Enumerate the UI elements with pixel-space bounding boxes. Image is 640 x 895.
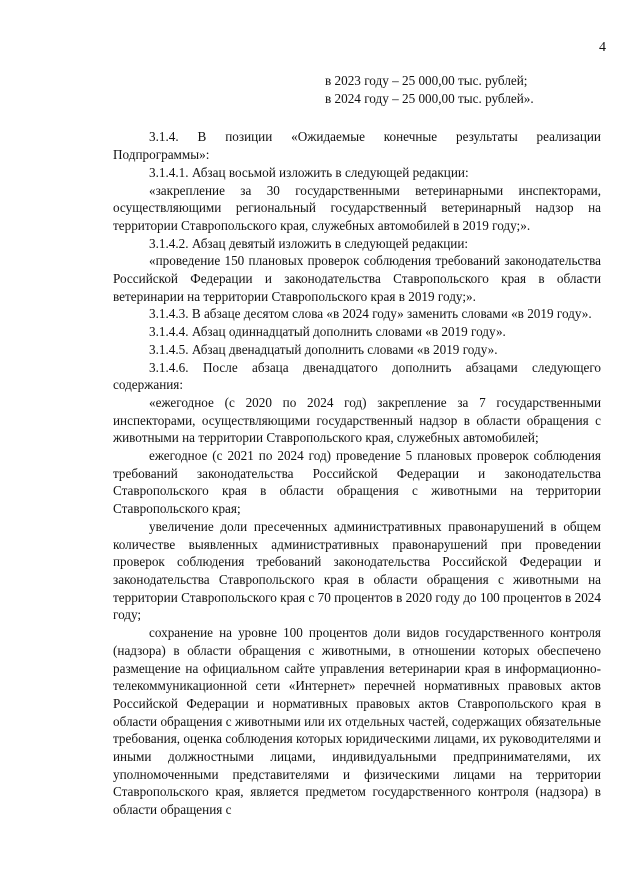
paragraph-3-1-4-4: 3.1.4.4. Абзац одиннадцатый дополнить словами «в 2019 году». bbox=[149, 324, 506, 340]
paragraph-3-1-4-2: 3.1.4.2. Абзац девятый изложить в следующей редакции: bbox=[149, 235, 469, 251]
paragraph-3-1-4-1: 3.1.4.1. Абзац восьмой изложить в следующей редакции: bbox=[149, 164, 469, 180]
budget-line-2023: в 2023 году – 25 000,00 тыс. рублей; bbox=[325, 73, 528, 88]
paragraph-quote-vehicles-30: «закрепление за 30 государственными ветеринарными инспекторами, осуществляющими региональный государственный ветеринарный надзор на территории Ставропольского края, служебных автомобилей в 2019 году;». bbox=[113, 182, 601, 233]
paragraph-violations-share: увеличение доли пресеченных административных правонарушений в общем количестве выявленных административных правонарушений при проведении проверок соблюдения требований законодательства Российской Федерации и законодательства Ставропольского края в области обращения с животными на территории Ставропольского края с 70 процентов в 2020 году до 100 процентов в 2024 году; bbox=[113, 518, 601, 623]
page-number: 4 bbox=[599, 40, 606, 55]
spacer bbox=[113, 107, 601, 128]
document-body bbox=[113, 72, 601, 819]
paragraph-quote-inspections-150: «проведение 150 плановых проверок соблюдения требований законодательства Российской Федерации и законодательства Ставропольского края в области ветеринарии на территории Ставропольского края в 2019 году;». bbox=[113, 253, 601, 304]
paragraph-3-1-4-3: 3.1.4.3. В абзаце десятом слова «в 2024 году» заменить словами «в 2019 году». bbox=[149, 306, 592, 322]
paragraph-3-1-4-6: 3.1.4.6. После абзаца двенадцатого дополнить абзацами следующего содержания: bbox=[113, 359, 601, 393]
paragraph-quote-vehicles-7: «ежегодное (с 2020 по 2024 год) закрепление за 7 государственными инспекторами, осуществляющими государственный надзор в области обращения с животными на территории Ставропольского края, служебных автомобилей; bbox=[113, 394, 601, 446]
paragraph-control-types-share: сохранение на уровне 100 процентов доли видов государственного контроля (надзора) в области обращения с животными, в отношении которых обеспечено размещение на официальном сайте управления ветеринарии края в информационно-телекоммуникационной сети «Интернет» перечней нормативных правовых актов Российской Федерации и нормативных правовых актов Ставропольского края в области обращения с животными или их отдельных частей, содержащих обязательные требования, оценка соблюдения которых юридическими лицами, их руководителями и иными должностными лицами, индивидуальными предпринимателями, их уполномоченными представителями и физическими лицами на территории Ставропольского края, является предметом государственного контроля (надзора) в области обращения с bbox=[113, 625, 601, 818]
paragraph-inspections-5: ежегодное (с 2021 по 2024 год) проведение 5 плановых проверок соблюдения требований законодательства Российской Федерации и законодательства Ставропольского края в области обращения с животными на территории Ставропольского края; bbox=[113, 448, 601, 517]
paragraph-3-1-4-5: 3.1.4.5. Абзац двенадцатый дополнить словами «в 2019 году». bbox=[149, 341, 498, 357]
budget-lines bbox=[325, 72, 601, 107]
budget-line-2024: в 2024 году – 25 000,00 тыс. рублей». bbox=[325, 90, 534, 106]
paragraph-3-1-4: 3.1.4. В позиции «Ожидаемые конечные результаты реализации Подпрограммы»: bbox=[113, 129, 601, 163]
